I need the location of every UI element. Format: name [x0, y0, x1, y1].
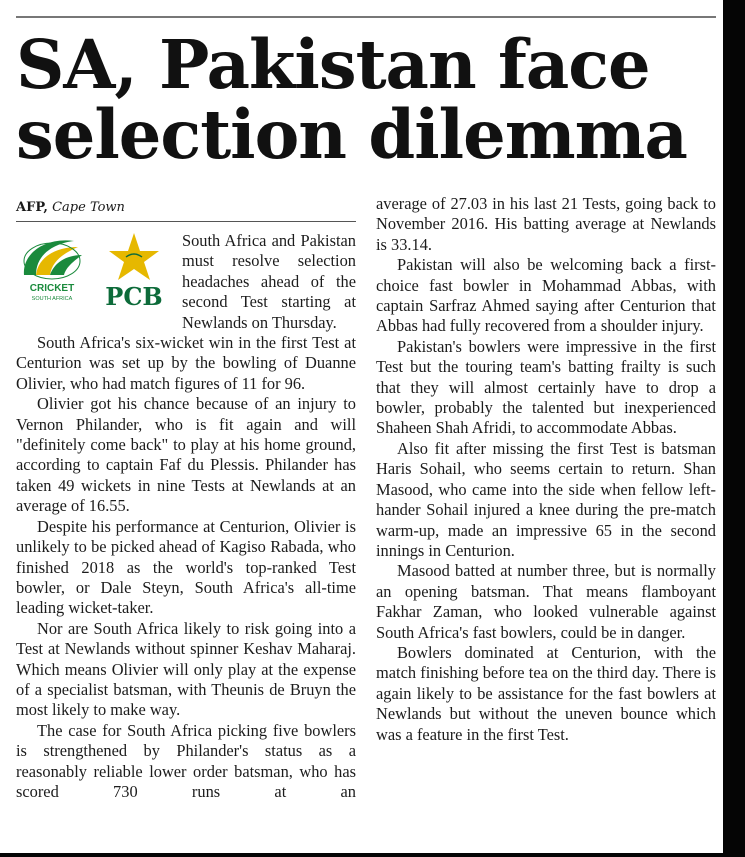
byline-agency: AFP, [16, 200, 48, 215]
paragraph: Nor are South Africa likely to risk going into a Test at Newlands without spinner Keshav Maharaj. Which means Olivier will only play at the expense of a specialist batsman, with Theunis de Bruyn the most likely to make way. [16, 618, 356, 720]
byline-rule [16, 221, 356, 222]
byline [16, 200, 356, 216]
article-column-left [16, 231, 356, 802]
paragraph: Also fit after missing the first Test is batsman Haris Sohail, who seems certain to return. Shan Masood, who came into the side when fellow left-hander Sohail injured a knee during the pre-match warm-up, made an impressive 65 in the second innings in Centurion. [376, 438, 716, 560]
csa-text-1: CRICKET [29, 283, 75, 294]
paragraph: South Africa's six-wicket win in the first Test at Centurion was set up by the bowling of Duanne Olivier, who had match figures of 11 for 96. [16, 333, 356, 393]
paragraph: Masood batted at number three, but is normally an opening batsman. That means flamboyant Fakhar Zaman, who looked vulnerable against South Africa's fast bowlers, could be in danger. [376, 561, 716, 642]
paragraph: Olivier got his chance because of an injury to Vernon Philander, who is fit again and will "definitely come back" to play at his home ground, according to captain Faf du Plessis. Philander has taken 49 wickets in nine Tests at Newlands at an average of 16.55. [16, 394, 356, 516]
article-column-right [376, 194, 716, 745]
byline-place: Cape Town [52, 200, 125, 215]
csa-text-2: SOUTH AFRICA [31, 296, 73, 302]
paragraph: average of 27.03 in his last 21 Tests, going back to November 2016. His batting average at Newlands is 33.14. [376, 194, 716, 254]
logo-area [16, 231, 182, 313]
csa-logo-icon [24, 240, 82, 302]
page-edge-right [723, 0, 745, 857]
paragraph: Bowlers dominated at Centurion, with the match finishing before tea on the third day. There is again likely to be assistance for the fast bowlers at Newlands but without the uneven bounce which was a feature in the first Test. [376, 642, 716, 744]
pcb-logo-icon [105, 233, 162, 311]
paragraph: The case for South Africa picking five bowlers is strengthened by Philander's status as a reasonably reliable lower order batsman, who has scored 730 runs at an [16, 720, 356, 801]
cricket-logos [16, 231, 182, 313]
paragraph: Pakistan will also be welcoming back a first-choice fast bowler in Mohammad Abbas, with captain Sarfraz Ahmed saying after Centurion that Abbas had fully recovered from a shoulder injury. [376, 255, 716, 336]
headline [16, 25, 716, 174]
pcb-text: PCB [105, 282, 163, 311]
paragraph: Despite his performance at Centurion, Olivier is unlikely to be picked ahead of Kagiso Rabada, who finished 2018 as the world's top-ranked Test bowler, or Dale Steyn, South Africa's all-time leading wicket-taker. [16, 516, 356, 618]
headline-line-2: selection dilemma [16, 95, 687, 174]
paragraph: Pakistan's bowlers were impressive in the first Test but the touring team's batting frailty is such that they will almost certainly have to drop a bowler, probably the talented but inexperienced Shaheen Shah Afridi, to accommodate Abbas. [376, 336, 716, 438]
top-rule [16, 16, 716, 18]
paragraph: South Africa and Pakistan must resolve selection headaches ahead of the second Test starting at Newlands on Thursday. [182, 231, 356, 332]
headline-line-1: SA, Pakistan face [16, 25, 650, 104]
page-edge-bottom [0, 853, 745, 857]
